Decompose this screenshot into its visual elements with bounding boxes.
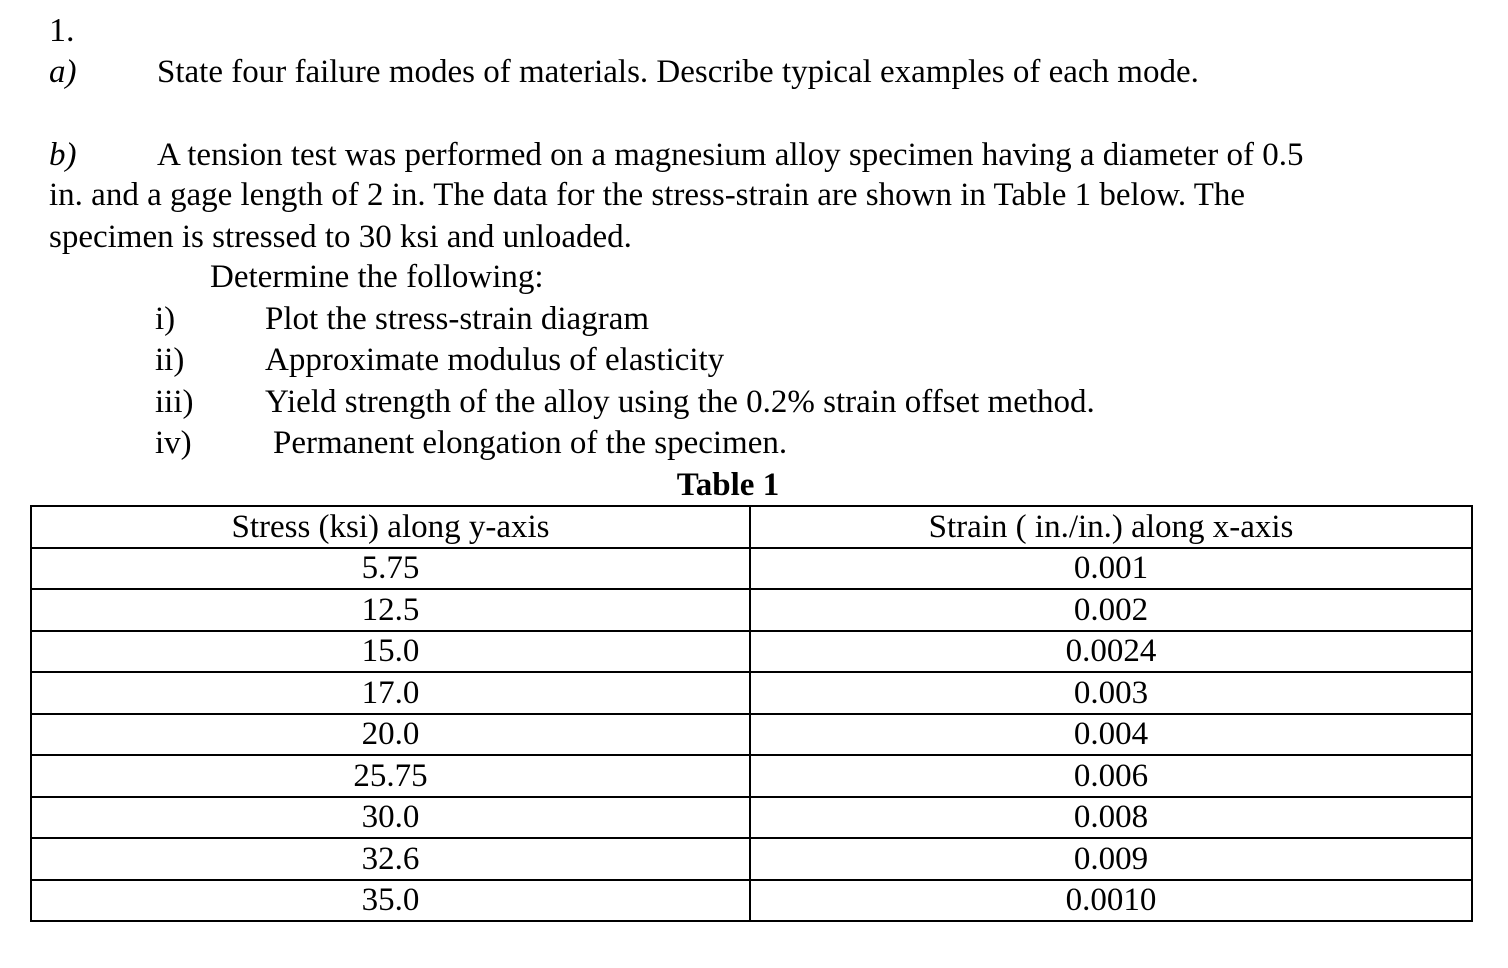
strain-cell: 0.004 <box>750 714 1472 756</box>
part-b-label: b) <box>49 137 77 173</box>
stress-cell: 35.0 <box>31 880 750 922</box>
table-header-row <box>31 506 1472 548</box>
stress-cell: 25.75 <box>31 755 750 797</box>
stress-cell: 20.0 <box>31 714 750 756</box>
strain-cell: 0.0024 <box>750 631 1472 673</box>
table-row <box>31 797 1472 839</box>
part-b-text-line-2: in. and a gage length of 2 in. The data for the stress-strain are shown in Table 1 below. The <box>49 177 1246 213</box>
table-row <box>31 714 1472 756</box>
strain-cell: 0.002 <box>750 589 1472 631</box>
question-number: 1. <box>49 12 75 49</box>
stress-cell: 15.0 <box>31 631 750 673</box>
item-text-iv: Permanent elongation of the specimen. <box>273 425 788 461</box>
part-b-text-line-1: A tension test was performed on a magnesium alloy specimen having a diameter of 0.5 <box>157 137 1304 173</box>
strain-cell: 0.0010 <box>750 880 1472 922</box>
stress-cell: 12.5 <box>31 589 750 631</box>
item-text-i: Plot the stress-strain diagram <box>265 301 650 337</box>
part-a-label: a) <box>49 54 77 90</box>
table-row <box>31 880 1472 922</box>
part-b-text-line-3: specimen is stressed to 30 ksi and unloaded. <box>49 219 632 255</box>
strain-cell: 0.006 <box>750 755 1472 797</box>
table-caption: Table 1 <box>676 467 780 503</box>
table-row <box>31 838 1472 880</box>
table-row <box>31 589 1472 631</box>
item-number-ii: ii) <box>155 342 185 378</box>
table-row <box>31 548 1472 590</box>
item-number-iv: iv) <box>155 425 192 461</box>
strain-cell: 0.009 <box>750 838 1472 880</box>
stress-cell: 32.6 <box>31 838 750 880</box>
strain-cell: 0.008 <box>750 797 1472 839</box>
item-text-ii: Approximate modulus of elasticity <box>265 342 725 378</box>
stress-cell: 30.0 <box>31 797 750 839</box>
stress-cell: 17.0 <box>31 672 750 714</box>
strain-cell: 0.001 <box>750 548 1472 590</box>
part-a-text: State four failure modes of materials. Describe typical examples of each mode. <box>157 54 1199 90</box>
item-number-iii: iii) <box>155 384 194 420</box>
table-row <box>31 755 1472 797</box>
header-strain: Strain ( in./in.) along x-axis <box>750 506 1472 548</box>
determine-heading: Determine the following: <box>210 259 544 295</box>
table-row <box>31 631 1472 673</box>
strain-cell: 0.003 <box>750 672 1472 714</box>
stress-strain-table <box>30 505 1473 922</box>
item-number-i: i) <box>155 301 176 337</box>
header-stress: Stress (ksi) along y-axis <box>31 506 750 548</box>
item-text-iii: Yield strength of the alloy using the 0.2% strain offset method. <box>265 384 1095 420</box>
table-row <box>31 672 1472 714</box>
stress-cell: 5.75 <box>31 548 750 590</box>
